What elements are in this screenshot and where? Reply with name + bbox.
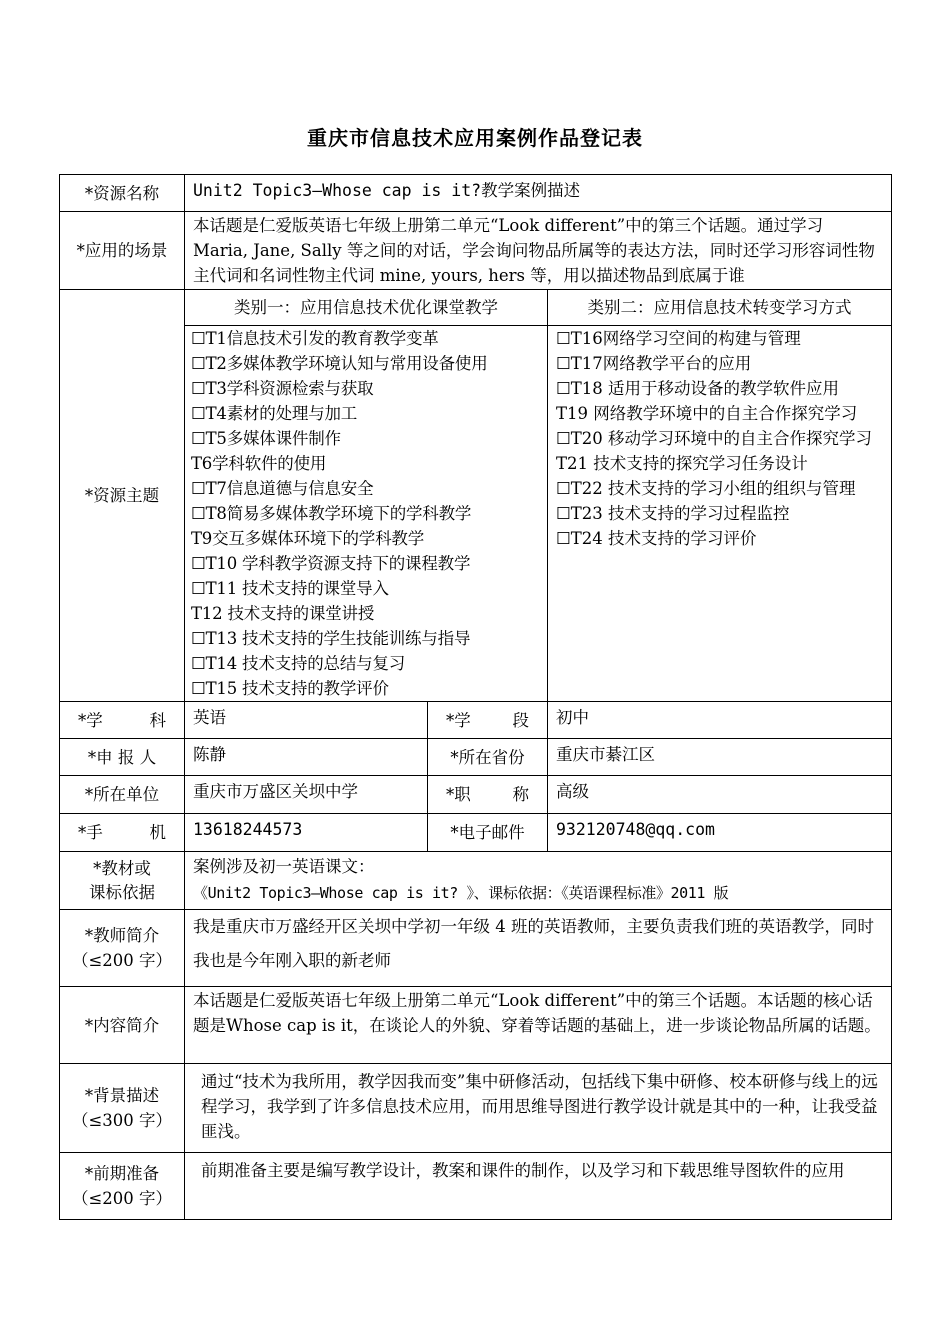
topic-item[interactable]: ☐T17网络教学平台的应用	[556, 354, 752, 373]
subject-label: *学 科	[60, 702, 185, 739]
topic-item[interactable]: T21 技术支持的探究学习任务设计	[556, 454, 808, 473]
topic-label: *资源主题	[60, 290, 185, 702]
topic-item[interactable]: ☐T13 技术支持的学生技能训练与指导	[191, 629, 471, 648]
applicant-value[interactable]: 陈静	[185, 739, 428, 776]
scenario-row	[60, 212, 892, 290]
textbook-row	[60, 852, 892, 910]
scenario-label: *应用的场景	[60, 212, 185, 290]
unit-value[interactable]: 重庆市万盛区关坝中学	[185, 776, 428, 814]
topic-item[interactable]: T12 技术支持的课堂讲授	[191, 604, 375, 623]
topic-item[interactable]: T6学科软件的使用	[191, 454, 327, 473]
province-value[interactable]: 重庆市綦江区	[548, 739, 892, 776]
resource-name-row	[60, 175, 892, 212]
province-label: *所在省份	[428, 739, 548, 776]
teacher-label: *教师简介 （≤200 字）	[60, 910, 185, 987]
preparation-value[interactable]: 前期准备主要是编写教学设计，教案和课件的制作，以及学习和下载思维导图软件的应用	[185, 1153, 892, 1220]
phone-label: *手 机	[60, 814, 185, 852]
applicant-row	[60, 739, 892, 776]
preparation-row	[60, 1153, 892, 1220]
topic-items-row	[60, 326, 892, 702]
topic-item[interactable]: ☐T10 学科教学资源支持下的课程教学	[191, 554, 471, 573]
registration-form	[59, 174, 892, 1220]
unit-row	[60, 776, 892, 814]
topic-item[interactable]: ☐T24 技术支持的学习评价	[556, 529, 757, 548]
teacher-value[interactable]: 我是重庆市万盛经开区关坝中学初一年级 4 班的英语教师，主要负责我们班的英语教学，同时我也是今年刚入职的新老师	[185, 910, 892, 987]
topic-item[interactable]: ☐T2多媒体教学环境认知与常用设备使用	[191, 354, 488, 373]
resource-name-label: *资源名称	[60, 175, 185, 212]
topic-item[interactable]: ☐T23 技术支持的学习过程监控	[556, 504, 790, 523]
applicant-label: *申 报 人	[60, 739, 185, 776]
topic-header-row	[60, 290, 892, 326]
background-row	[60, 1064, 892, 1153]
email-label: *电子邮件	[428, 814, 548, 852]
teacher-row	[60, 910, 892, 987]
category-two-header: 类别二：应用信息技术转变学习方式	[548, 290, 892, 326]
topic-item[interactable]: ☐T5多媒体课件制作	[191, 429, 341, 448]
topic-item[interactable]: ☐T7信息道德与信息安全	[191, 479, 374, 498]
topic-item[interactable]: ☐T14 技术支持的总结与复习	[191, 654, 406, 673]
topic-item[interactable]: ☐T16网络学习空间的构建与管理	[556, 329, 801, 348]
email-value[interactable]: 932120748@qq.com	[548, 814, 892, 852]
topic-item[interactable]: ☐T1信息技术引发的教育教学变革	[191, 329, 439, 348]
background-value[interactable]: 通过“技术为我所用，教学因我而变”集中研修活动，包括线下集中研修、校本研修与线上的远程学习，我学到了许多信息技术应用，而用思维导图进行教学设计就是其中的一种，让我受益匪浅。	[185, 1064, 892, 1153]
category-one-header: 类别一：应用信息技术优化课堂教学	[185, 290, 548, 326]
topic-item[interactable]: ☐T11 技术支持的课堂导入	[191, 579, 389, 598]
subject-row	[60, 702, 892, 739]
textbook-value[interactable]: 案例涉及初一英语课文： 《Unit2 Topic3—Whose cap is it? 》、课标依据：《英语课程标准》2011 版	[185, 852, 892, 910]
topic-item[interactable]: ☐T3学科资源检索与获取	[191, 379, 374, 398]
topic-item[interactable]: T9交互多媒体环境下的学科教学	[191, 529, 425, 548]
subject-value[interactable]: 英语	[185, 702, 428, 739]
topic-item[interactable]: ☐T15 技术支持的教学评价	[191, 679, 389, 698]
background-label: *背景描述 （≤300 字）	[60, 1064, 185, 1153]
topic-item[interactable]: ☐T20 移动学习环境中的自主合作探究学习	[556, 429, 873, 448]
content-row	[60, 987, 892, 1064]
stage-label: *学 段	[428, 702, 548, 739]
scenario-value[interactable]: 本话题是仁爱版英语七年级上册第二单元“Look different”中的第三个话题。通过学习 Maria, Jane, Sally 等之间的对话，学会询问物品所属等的表达方法，同时还学习形容词性物主代词和名词性物主代词 mine, yours, hers 等，用以描述物品到底属于谁	[185, 212, 892, 290]
phone-value[interactable]: 13618244573	[185, 814, 428, 852]
stage-value[interactable]: 初中	[548, 702, 892, 739]
content-label: *内容简介	[60, 987, 185, 1064]
page-title: 重庆市信息技术应用案例作品登记表	[307, 126, 643, 150]
topic-item[interactable]: T19 网络教学环境中的自主合作探究学习	[556, 404, 858, 423]
topic-item[interactable]: ☐T22 技术支持的学习小组的组织与管理	[556, 479, 856, 498]
unit-label: *所在单位	[60, 776, 185, 814]
content-value[interactable]: 本话题是仁爱版英语七年级上册第二单元“Look different”中的第三个话题。本话题的核心话题是Whose cap is it，在谈论人的外貌、穿着等话题的基础上，进一步谈论物品所属的话题。	[185, 987, 892, 1064]
resource-name-value[interactable]: Unit2 Topic3—Whose cap is it?教学案例描述	[185, 175, 892, 212]
topic-item[interactable]: ☐T8简易多媒体教学环境下的学科教学	[191, 504, 472, 523]
contact-row	[60, 814, 892, 852]
category-two-list	[548, 326, 892, 702]
position-value[interactable]: 高级	[548, 776, 892, 814]
category-one-list	[185, 326, 548, 702]
preparation-label: *前期准备 （≤200 字）	[60, 1153, 185, 1220]
textbook-label: *教材或 课标依据	[60, 852, 185, 910]
topic-item[interactable]: ☐T18 适用于移动设备的教学软件应用	[556, 379, 840, 398]
position-label: *职 称	[428, 776, 548, 814]
topic-item[interactable]: ☐T4素材的处理与加工	[191, 404, 358, 423]
